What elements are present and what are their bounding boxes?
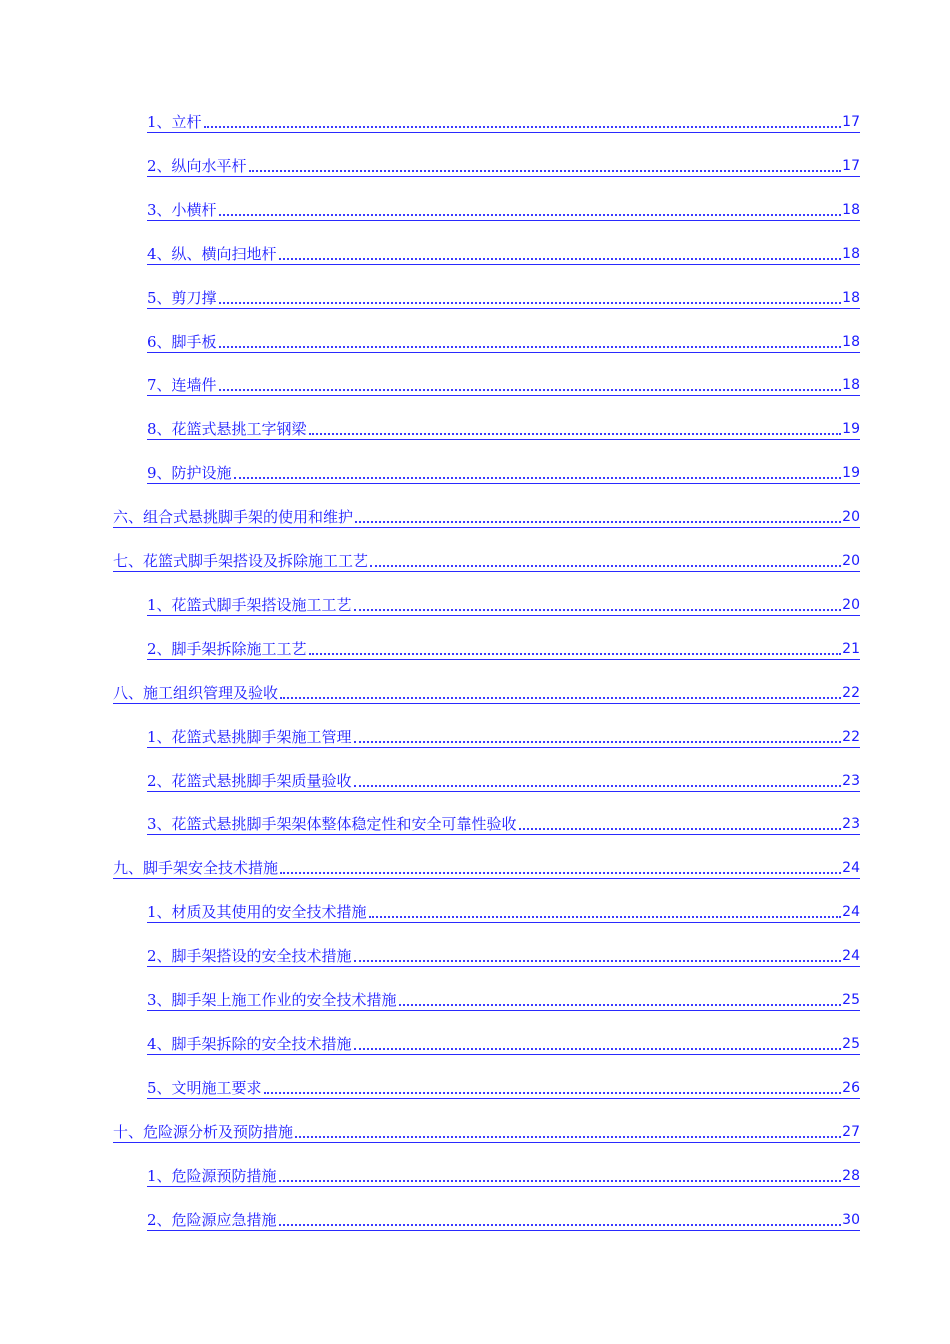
toc-entry-label: 六、组合式悬挑脚手架的使用和维护 xyxy=(113,508,354,526)
toc-entry-label: 七、花篮式脚手架搭设及拆除施工工艺 xyxy=(113,552,369,570)
toc-entry-page-number: 20 xyxy=(842,597,860,613)
toc-entry-label: 九、脚手架安全技术措施 xyxy=(113,859,279,877)
toc-entry-page-number: 21 xyxy=(842,641,860,657)
toc-entry-page-number: 25 xyxy=(842,992,860,1008)
toc-entry-label: 1、立杆 xyxy=(147,113,202,131)
toc-entry-page-number: 17 xyxy=(842,114,860,130)
toc-dot-leader xyxy=(355,521,841,523)
toc-entry[interactable] xyxy=(147,1206,860,1231)
toc-entry-label: 2、脚手架搭设的安全技术措施 xyxy=(147,947,352,965)
toc-entry-page-number: 25 xyxy=(842,1036,860,1052)
toc-entry-label: 1、材质及其使用的安全技术措施 xyxy=(147,903,367,921)
toc-dot-leader xyxy=(354,1048,842,1050)
toc-dot-leader xyxy=(519,828,842,830)
toc-dot-leader xyxy=(234,477,842,479)
toc-entry[interactable] xyxy=(113,1118,860,1143)
toc-entry-page-number: 20 xyxy=(842,509,860,525)
toc-dot-leader xyxy=(309,653,842,655)
toc-dot-leader xyxy=(399,1004,842,1006)
toc-entry-page-number: 17 xyxy=(842,158,860,174)
toc-dot-leader xyxy=(219,214,842,216)
toc-entry[interactable] xyxy=(147,767,860,792)
toc-entry[interactable] xyxy=(147,942,860,967)
toc-dot-leader xyxy=(249,170,842,172)
toc-entry-page-number: 19 xyxy=(842,421,860,437)
toc-entry-page-number: 19 xyxy=(842,465,860,481)
toc-entry[interactable] xyxy=(147,196,860,221)
toc-entry[interactable] xyxy=(147,328,860,353)
toc-dot-leader xyxy=(204,126,842,128)
toc-dot-leader xyxy=(354,609,842,611)
toc-entry-label: 3、脚手架上施工作业的安全技术措施 xyxy=(147,991,397,1009)
toc-entry[interactable] xyxy=(147,1030,860,1055)
toc-entry-label: 4、纵、横向扫地杆 xyxy=(147,245,277,263)
toc-entry-label: 4、脚手架拆除的安全技术措施 xyxy=(147,1035,352,1053)
toc-entry-label: 9、防护设施 xyxy=(147,464,232,482)
toc-entry-label: 6、脚手板 xyxy=(147,333,217,351)
toc-entry[interactable] xyxy=(147,240,860,265)
toc-entry-page-number: 18 xyxy=(842,334,860,350)
toc-entry-page-number: 20 xyxy=(842,553,860,569)
toc-dot-leader xyxy=(295,1136,841,1138)
toc-dot-leader xyxy=(280,872,841,874)
toc-entry-label: 5、剪刀撑 xyxy=(147,289,217,307)
toc-entry-page-number: 18 xyxy=(842,246,860,262)
toc-entry[interactable] xyxy=(147,810,860,835)
toc-dot-leader xyxy=(264,1092,842,1094)
toc-entry-label: 1、花篮式脚手架搭设施工工艺 xyxy=(147,596,352,614)
toc-entry-page-number: 27 xyxy=(842,1124,860,1140)
toc-entry[interactable] xyxy=(147,371,860,396)
toc-entry-label: 7、连墙件 xyxy=(147,376,217,394)
toc-dot-leader xyxy=(280,697,841,699)
toc-entry-page-number: 24 xyxy=(842,904,860,920)
toc-entry-label: 5、文明施工要求 xyxy=(147,1079,262,1097)
toc-dot-leader xyxy=(279,1224,842,1226)
toc-dot-leader xyxy=(369,916,842,918)
toc-dot-leader xyxy=(279,258,842,260)
toc-dot-leader xyxy=(370,565,841,567)
toc-entry-page-number: 24 xyxy=(842,948,860,964)
toc-dot-leader xyxy=(309,433,842,435)
toc-entry-page-number: 28 xyxy=(842,1168,860,1184)
toc-entry[interactable] xyxy=(147,284,860,309)
toc-entry[interactable] xyxy=(147,108,860,133)
toc-entry-page-number: 18 xyxy=(842,202,860,218)
toc-entry[interactable] xyxy=(147,591,860,616)
toc-entry[interactable] xyxy=(147,898,860,923)
toc-dot-leader xyxy=(219,302,842,304)
toc-entry-page-number: 30 xyxy=(842,1212,860,1228)
toc-entry[interactable] xyxy=(147,1074,860,1099)
toc-entry-label: 3、小横杆 xyxy=(147,201,217,219)
toc-entry-page-number: 23 xyxy=(842,773,860,789)
toc-dot-leader xyxy=(279,1180,842,1182)
toc-dot-leader xyxy=(354,785,842,787)
toc-entry-page-number: 23 xyxy=(842,816,860,832)
toc-entry-page-number: 24 xyxy=(842,860,860,876)
toc-entry-label: 8、花篮式悬挑工字钢梁 xyxy=(147,420,307,438)
toc-entry[interactable] xyxy=(147,723,860,748)
toc-dot-leader xyxy=(354,741,842,743)
toc-entry-label: 3、花篮式悬挑脚手架架体整体稳定性和安全可靠性验收 xyxy=(147,815,517,833)
toc-entry-page-number: 26 xyxy=(842,1080,860,1096)
toc-entry[interactable] xyxy=(147,986,860,1011)
toc-entry-label: 2、花篮式悬挑脚手架质量验收 xyxy=(147,772,352,790)
toc-dot-leader xyxy=(219,389,842,391)
toc-entry-label: 1、危险源预防措施 xyxy=(147,1167,277,1185)
toc-entry[interactable] xyxy=(147,415,860,440)
toc-entry[interactable] xyxy=(147,459,860,484)
toc-entry-label: 八、施工组织管理及验收 xyxy=(113,684,279,702)
toc-entry-label: 1、花篮式悬挑脚手架施工管理 xyxy=(147,728,352,746)
toc-entry-label: 2、脚手架拆除施工工艺 xyxy=(147,640,307,658)
toc-entry[interactable] xyxy=(147,1162,860,1187)
toc-entry[interactable] xyxy=(147,152,860,177)
toc-entry-page-number: 22 xyxy=(842,729,860,745)
toc-entry-label: 2、危险源应急措施 xyxy=(147,1211,277,1229)
toc-dot-leader xyxy=(219,346,842,348)
toc-entry-page-number: 22 xyxy=(842,685,860,701)
toc-entry-page-number: 18 xyxy=(842,290,860,306)
toc-dot-leader xyxy=(354,960,842,962)
toc-entry[interactable] xyxy=(113,679,860,704)
toc-entry[interactable] xyxy=(147,635,860,660)
toc-entry-page-number: 18 xyxy=(842,377,860,393)
toc-entry-label: 十、危险源分析及预防措施 xyxy=(113,1123,294,1141)
toc-entry[interactable] xyxy=(113,547,860,572)
toc-entry[interactable] xyxy=(113,503,860,528)
toc-entry[interactable] xyxy=(113,854,860,879)
toc-entry-label: 2、纵向水平杆 xyxy=(147,157,247,175)
